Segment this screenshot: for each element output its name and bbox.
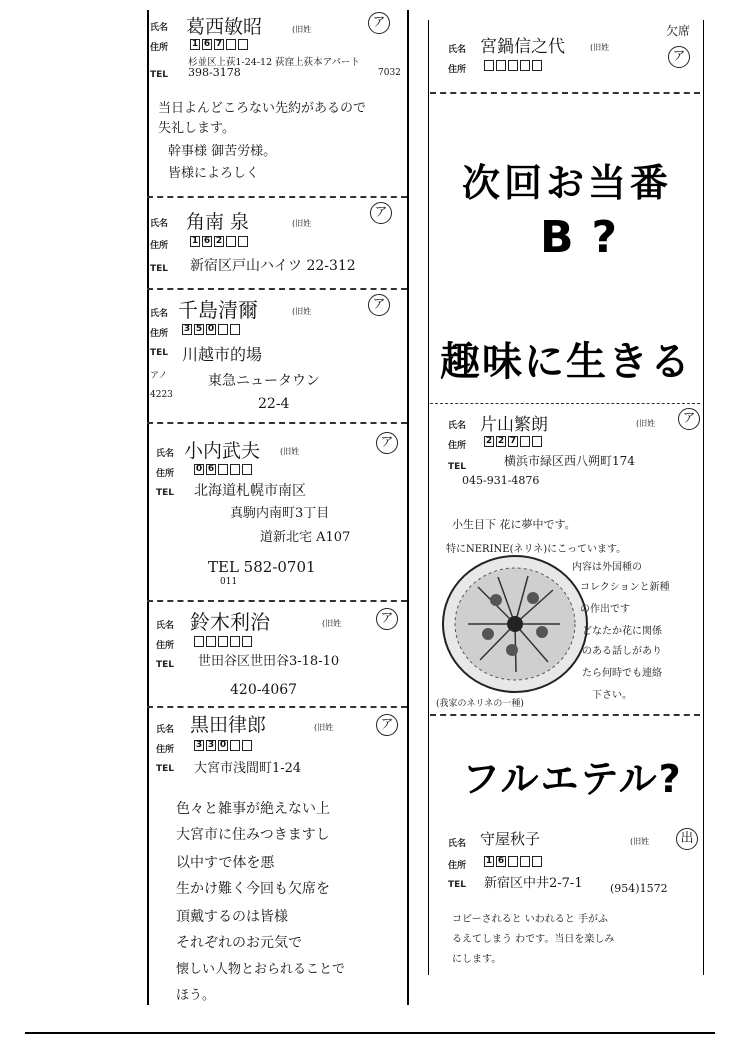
message-line: 下さい。 (592, 690, 632, 701)
postal-digit (230, 464, 240, 475)
card-miyanabe (432, 22, 700, 90)
postal-digit: 6 (497, 856, 505, 866)
person-name: 守屋秋子 (480, 830, 541, 848)
postal-digit: 2 (497, 436, 505, 446)
postal-code-boxes (190, 236, 248, 247)
person-name: 小内武夫 (184, 440, 261, 462)
tel-label: TEL (156, 488, 175, 498)
tel-label: TEL (150, 264, 169, 274)
postal-digit (238, 39, 248, 50)
postal-digit: 5 (195, 324, 203, 334)
address-label: 住所 (448, 861, 467, 871)
postal-code-boxes (190, 39, 248, 50)
message-line: ほう。 (176, 988, 216, 1003)
card-moriya (432, 826, 700, 976)
person-name: 片山繁朗 (480, 415, 548, 435)
message-line: るえてしまう わです。当日を楽しみ (452, 934, 615, 945)
separator-2 (147, 288, 407, 290)
postal-code-boxes (194, 636, 252, 647)
tel-label: TEL (150, 70, 169, 80)
message-line: 以中すで体を悪 (176, 855, 275, 871)
message-line: 色々と雑事が絶えない上 (176, 801, 330, 817)
message-line: 皆様によろしく (168, 166, 260, 181)
postal-digit: 7 (509, 436, 517, 446)
name-label: 氏名 (150, 23, 169, 33)
postal-code-boxes (182, 324, 240, 335)
postal-digit: 1 (485, 856, 493, 866)
attendance-mark: ア (668, 46, 690, 68)
address: 横浜市緑区西八朔町174 (504, 454, 635, 468)
maiden-label: (旧姓 (636, 419, 656, 428)
attendance-mark: ア (370, 202, 392, 224)
phone-number: 045-931-4876 (462, 474, 540, 487)
tel-label: TEL (448, 462, 467, 472)
name-label: 氏名 (150, 219, 169, 229)
address-label: 住所 (150, 241, 169, 251)
message-line: 頂戴するのは皆様 (176, 909, 288, 925)
postal-digit: 1 (191, 236, 199, 246)
middle-column-border-left (407, 10, 409, 1005)
maiden-label: (旧姓 (590, 43, 610, 52)
phone-note: (954)1572 (610, 882, 668, 895)
postal-digit (218, 636, 228, 647)
postal-code-boxes (484, 60, 542, 71)
address-label: 住所 (156, 641, 175, 651)
postal-code-boxes (194, 464, 252, 475)
person-name: 鈴木利治 (190, 610, 270, 634)
postal-digit (242, 464, 252, 475)
postal-digit: 6 (203, 39, 211, 49)
address-label: 住所 (150, 329, 169, 339)
phone-note: 7032 (378, 68, 401, 78)
attendance-mark: ア (376, 714, 398, 736)
name-label: 氏名 (156, 621, 175, 631)
absence-stamp: 欠席 (666, 24, 691, 38)
postal-digit: 3 (183, 324, 191, 334)
postal-digit (230, 740, 240, 751)
person-name: 黒田律郎 (190, 714, 267, 736)
maiden-label: (旧姓 (314, 723, 334, 732)
postal-digit: 1 (191, 39, 199, 49)
side-note: アノ (150, 371, 168, 381)
person-name: 宮鍋信之代 (480, 37, 565, 57)
postal-code-boxes (194, 740, 252, 751)
postal-digit: 3 (195, 740, 203, 750)
separator-1 (147, 196, 407, 198)
postal-digit: 6 (203, 236, 211, 246)
postal-digit: 2 (485, 436, 493, 446)
postal-digit (242, 740, 252, 751)
next-duty-letter: B? (540, 212, 636, 263)
attendance-mark: 出 (676, 828, 698, 850)
postal-digit (238, 236, 248, 247)
postal-digit (242, 636, 252, 647)
phone-note: 011 (220, 577, 238, 587)
address-line: 22-4 (258, 396, 290, 412)
name-label: 氏名 (156, 449, 175, 459)
postal-digit (194, 636, 204, 647)
message-line: 内容は外国種の (572, 562, 642, 573)
postal-digit (520, 60, 530, 71)
address-line: 東急ニュータウン (208, 373, 320, 389)
card-suzuki (150, 604, 405, 704)
address: 新宿区戸山ハイツ 22-312 (190, 258, 356, 274)
message-line: にします。 (452, 954, 502, 965)
postal-digit (230, 324, 240, 335)
address-label: 住所 (150, 43, 169, 53)
maiden-label: (旧姓 (292, 307, 312, 316)
postal-digit: 0 (219, 740, 227, 750)
attendance-mark: ア (368, 294, 390, 316)
postal-digit (206, 636, 216, 647)
left-column-border (147, 10, 149, 1005)
name-label: 氏名 (156, 725, 175, 735)
message-line: の作出です (580, 604, 630, 615)
message-line: 生かけ難く今回も欠席を (176, 881, 330, 897)
postal-digit (484, 60, 494, 71)
separator-5 (147, 706, 407, 708)
attendance-mark: ア (368, 12, 390, 34)
address: 川越市的場 (182, 345, 263, 364)
address: 杉並区上荻1-24-12 荻窪上荻本アパート (188, 57, 360, 68)
separator-3 (147, 422, 407, 424)
postal-digit: 0 (207, 324, 215, 334)
separator-right-1 (430, 92, 700, 94)
tel-label: TEL (448, 880, 467, 890)
postal-digit (230, 636, 240, 647)
address-line: 道新北宅 A107 (260, 530, 351, 545)
fruitel-heading: フルエテル? (462, 757, 683, 801)
card-chishima (150, 292, 405, 420)
person-name: 葛西敏昭 (186, 16, 263, 38)
message-line: コピーされると いわれると 手がふ (452, 914, 608, 925)
address-label: 住所 (448, 65, 467, 75)
address-label: 住所 (156, 745, 175, 755)
hobby-heading: 趣味に生きる (440, 339, 692, 385)
tel-label: TEL (156, 764, 175, 774)
person-name: 角南 泉 (186, 211, 250, 233)
maiden-label: (旧姓 (322, 619, 342, 628)
postal-digit (226, 236, 236, 247)
postal-digit (520, 436, 530, 447)
address: 大宮市浅間町1-24 (194, 761, 302, 776)
message-line: 懐しい人物とおられることで (176, 962, 346, 977)
tel-label: TEL (150, 348, 169, 358)
card-sunami (150, 200, 405, 285)
message-line: たら何時でも連絡 (582, 668, 662, 679)
postal-digit (218, 464, 228, 475)
middle-column-border-right (428, 20, 429, 975)
card-katayama (432, 408, 700, 708)
postal-digit: 6 (207, 464, 215, 474)
message-line: 小生目下 花に夢中です。 (452, 518, 576, 531)
postal-digit (532, 856, 542, 867)
phone-number: 420-4067 (230, 682, 298, 698)
name-label: 氏名 (448, 45, 467, 55)
address: 新宿区中井2-7-1 (484, 876, 583, 891)
postal-digit (496, 60, 506, 71)
postal-digit: 7 (215, 39, 223, 49)
name-label: 氏名 (150, 309, 169, 319)
maiden-label: (旧姓 (292, 219, 312, 228)
postal-digit: 2 (215, 236, 223, 246)
postal-code-boxes (484, 856, 542, 867)
message-line: コレクションと新種 (580, 582, 670, 593)
message-line: どなたか花に関係 (582, 626, 662, 637)
attendance-mark: ア (678, 408, 700, 430)
maiden-label: (旧姓 (630, 837, 650, 846)
message-line: 特にNERINE(ネリネ)にこっています。 (446, 544, 627, 555)
attendance-mark: ア (376, 432, 398, 454)
address: 北海道札幌市南区 (194, 483, 306, 499)
postal-digit: 3 (207, 740, 215, 750)
postal-digit: 0 (195, 464, 203, 474)
postal-digit (218, 324, 228, 335)
address-line: 真駒内南町3丁目 (230, 506, 330, 521)
message-line: のある話しがあり (582, 646, 662, 657)
separator-4 (147, 600, 407, 602)
postal-digit (508, 60, 518, 71)
bottom-border-line (25, 1032, 715, 1034)
message-line: 大宮市に住みつきますし (176, 827, 330, 843)
right-column-border (703, 20, 704, 975)
maiden-label: (旧姓 (292, 25, 312, 34)
postal-digit (520, 856, 530, 867)
address-label: 住所 (156, 469, 175, 479)
postal-digit (532, 60, 542, 71)
image-caption: (我家のネリネの一種) (436, 699, 524, 709)
phone-number: TEL 582-0701 (208, 558, 316, 576)
message-line: それぞれのお元気で (176, 935, 302, 951)
attendance-mark: ア (376, 608, 398, 630)
name-label: 氏名 (448, 839, 467, 849)
card-kasai (150, 12, 405, 192)
maiden-label: (旧姓 (280, 447, 300, 456)
tel-label: TEL (156, 660, 175, 670)
name-label: 氏名 (448, 421, 467, 431)
person-name: 千島清爾 (178, 298, 258, 322)
side-note: 4223 (150, 390, 173, 400)
message-line: 失礼します。 (158, 121, 235, 136)
separator-right-2 (430, 403, 700, 404)
nerine-flower-image (438, 552, 592, 696)
postal-digit (508, 856, 518, 867)
card-kuroda (150, 710, 405, 1010)
postal-digit (226, 39, 236, 50)
address-label: 住所 (448, 441, 467, 451)
phone-number: 398-3178 (188, 66, 241, 79)
message-line: 幹事様 御苦労様。 (168, 144, 277, 159)
postal-code-boxes (484, 436, 542, 447)
message-line: 当日よんどころない先約があるので (158, 101, 367, 116)
card-kouchi (150, 432, 405, 597)
postal-digit (532, 436, 542, 447)
separator-right-3 (430, 714, 700, 716)
address: 世田谷区世田谷3-18-10 (198, 654, 340, 669)
next-duty-heading: 次回お当番 (462, 161, 673, 205)
